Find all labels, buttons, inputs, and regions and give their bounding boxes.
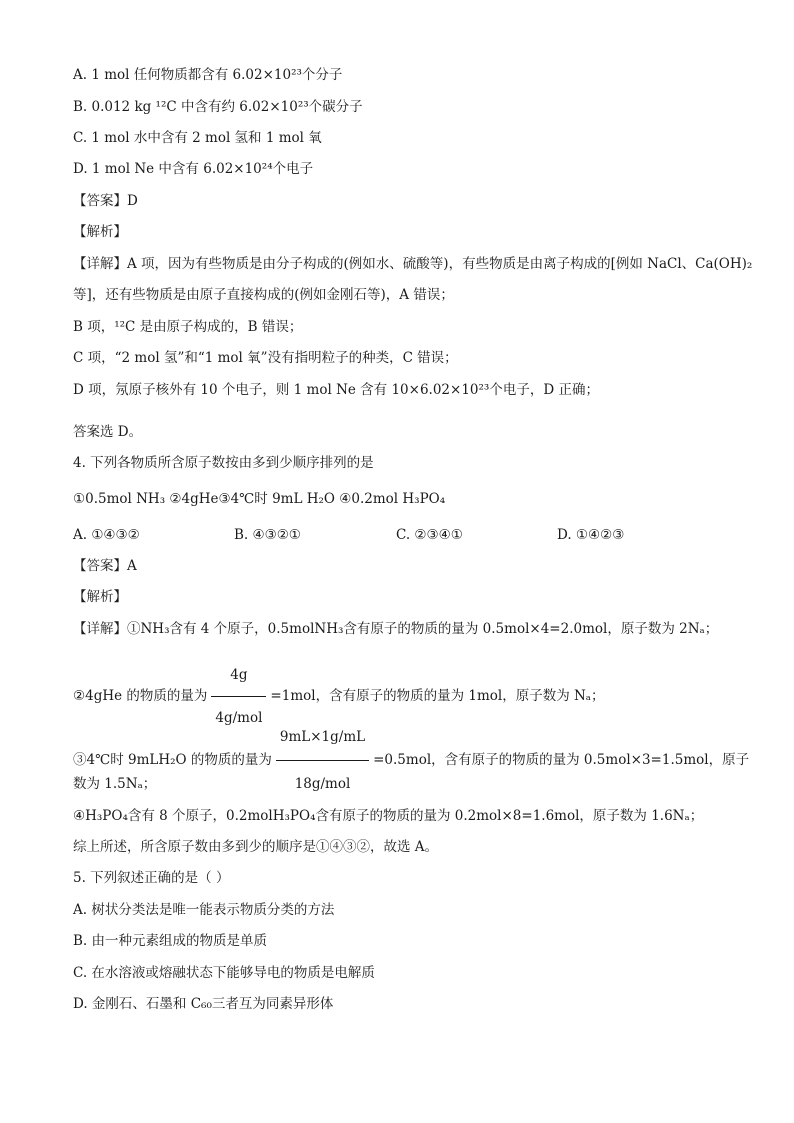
q4-detail-4: ④H₃PO₄含有 8 个原子，0.2molH₃PO₄含有原子的物质的量为 0.2mol×8=1.6mol，原子数为 1.6Nₐ； xyxy=(73,808,704,824)
fraction-water-numerator: 9mL×1g/mL xyxy=(279,729,366,745)
q3-analysis-label: 【解析】 xyxy=(73,224,127,240)
q4-option-b: B. ④③②① xyxy=(234,527,301,543)
q4-detail-3 xyxy=(73,716,749,805)
q4-detail-2-prefix: ②4gHe 的物质的量为 xyxy=(73,688,208,704)
q4-option-a: A. ①④③② xyxy=(73,527,140,543)
q4-detail-2-suffix: =1mol，含有原子的物质的量为 1mol，原子数为 Nₐ； xyxy=(270,688,605,704)
q3-detail-d: D 项，氖原子核外有 10 个电子，则 1 mol Ne 含有 10×6.02×10²³个电子，D 正确； xyxy=(73,382,599,398)
q5-option-c: C. 在水溶液或熔融状态下能够导电的物质是电解质 xyxy=(73,965,375,981)
q3-option-a: A. 1 mol 任何物质都含有 6.02×10²³个分子 xyxy=(73,67,343,83)
q4-option-c: C. ②③④① xyxy=(396,527,463,543)
q5-option-d: D. 金刚石、石墨和 C₆₀三者互为同素异形体 xyxy=(73,996,334,1012)
q4-items: ①0.5mol NH₃ ②4gHe③4℃时 9mL H₂O ④0.2mol H₃PO₄ xyxy=(73,491,446,507)
fraction-he-denominator: 4g/mol xyxy=(211,696,266,737)
q3-detail-c: C 项，“2 mol 氢”和“1 mol 氧”没有指明粒子的种类，C 错误； xyxy=(73,350,458,366)
q4-detail-3-prefix: ③4℃时 9mLH₂O 的物质的量为 xyxy=(73,752,272,768)
q3-option-b: B. 0.012 kg ¹²C 中含有约 6.02×10²³个碳分子 xyxy=(73,99,363,115)
q5-option-a: A. 树状分类法是唯一能表示物质分类的方法 xyxy=(73,902,335,918)
q3-option-d: D. 1 mol Ne 中含有 6.02×10²⁴个电子 xyxy=(73,161,314,177)
q3-detail-b: B 项，¹²C 是由原子构成的，B 错误； xyxy=(73,319,303,335)
q5-stem: 5. 下列叙述正确的是（ ） xyxy=(73,870,230,886)
q3-detail-line-2: 等]，还有些物质是由原子直接构成的(例如金刚石等)，A 错误； xyxy=(73,287,454,303)
q5-option-b: B. 由一种元素组成的物质是单质 xyxy=(73,933,268,949)
q3-conclusion: 答案选 D。 xyxy=(73,424,143,440)
q4-detail-3-suffix: =0.5mol，含有原子的物质的量为 0.5mol×3=1.5mol，原子 xyxy=(373,752,750,768)
fraction-he-numerator: 4g xyxy=(230,667,248,683)
q4-summary: 综上所述，所含原子数由多到少的顺序是①④③②，故选 A。 xyxy=(73,839,439,855)
fraction-water-denominator: 18g/mol xyxy=(276,760,369,805)
q4-analysis-label: 【解析】 xyxy=(73,589,127,605)
q3-detail-line-1: 【详解】A 项，因为有些物质是由分子构成的(例如水、硫酸等)，有些物质是由离子构成的[例如 NaCl、Ca(OH)₂ xyxy=(73,256,753,272)
fraction-water xyxy=(276,716,369,805)
q4-answer: 【答案】A xyxy=(73,558,137,574)
q4-option-d: D. ①④②③ xyxy=(557,527,625,543)
q4-detail-3-continued: 数为 1.5Nₐ； xyxy=(73,776,157,792)
q3-answer: 【答案】D xyxy=(73,193,138,209)
q4-stem: 4. 下列各物质所含原子数按由多到少顺序排列的是 xyxy=(73,455,374,471)
q3-option-c: C. 1 mol 水中含有 2 mol 氢和 1 mol 氧 xyxy=(73,130,322,146)
q4-detail-1: 【详解】①NH₃含有 4 个原子，0.5molNH₃含有原子的物质的量为 0.5mol×4=2.0mol，原子数为 2Nₐ； xyxy=(73,621,719,637)
